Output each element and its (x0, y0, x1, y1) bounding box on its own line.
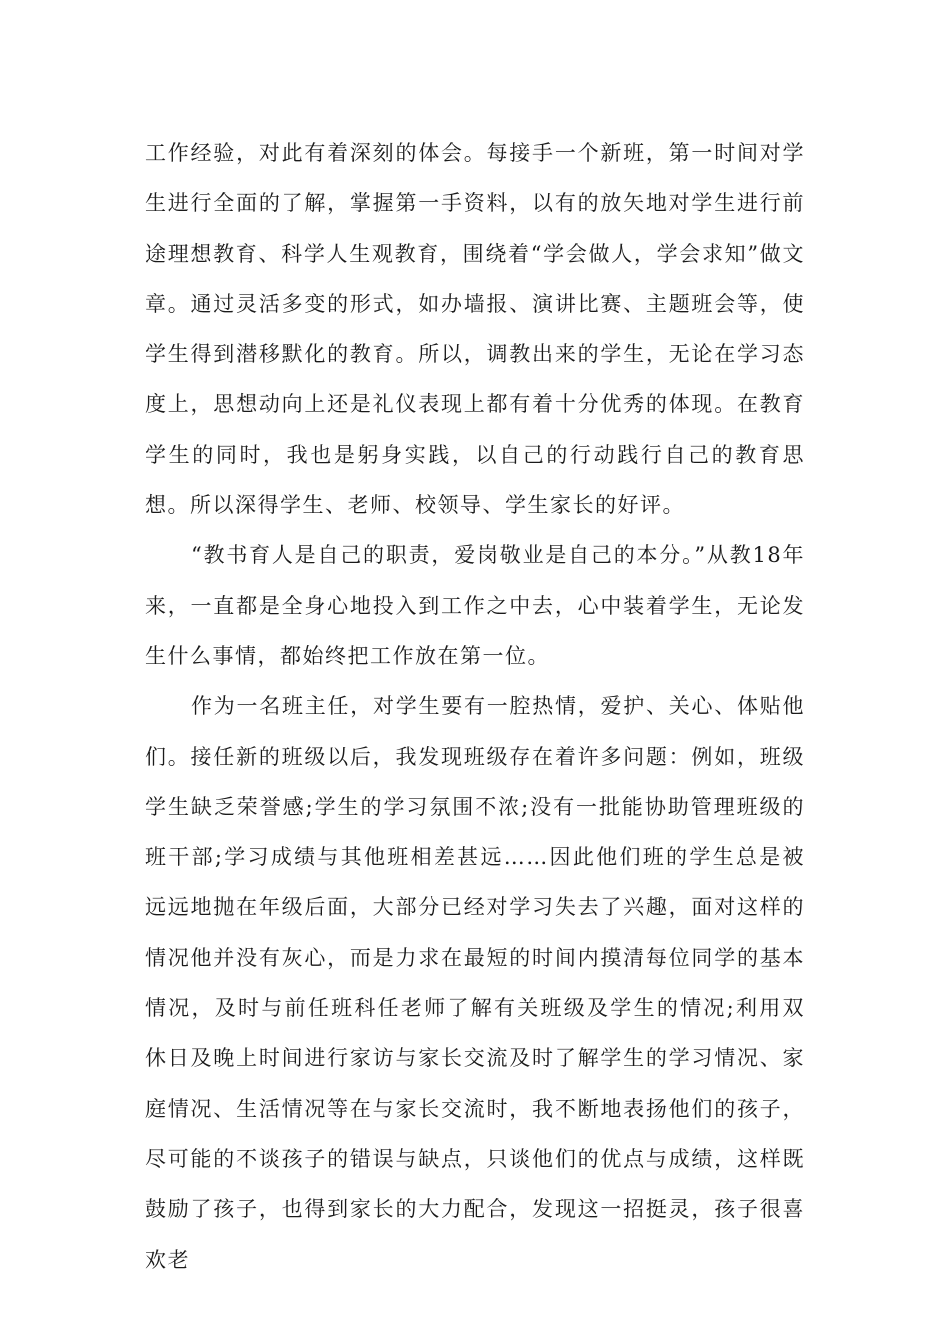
document-page (145, 128, 805, 1285)
paragraph-2: “教书育人是自己的职责，爱岗敬业是自己的本分。”从教18年来，一直都是全身心地投入到工作之中去，心中装着学生，无论发生什么事情，都始终把工作放在第一位。 (145, 543, 805, 668)
paragraph-3: 作为一名班主任，对学生要有一腔热情，爱护、关心、体贴他们。接任新的班级以后，我发现班级存在着许多问题：例如，班级学生缺乏荣誉感;学生的学习氛围不浓;没有一批能协助管理班级的班干部;学习成绩与其他班相差甚远……因此他们班的学生总是被远远地抛在年级后面，大部分已经对学习失去了兴趣，面对这样的情况他并没有灰心，而是力求在最短的时间内摸清每位同学的基本情况，及时与前任班科任老师了解有关班级及学生的情况;利用双休日及晚上时间进行家访与家长交流及时了解学生的学习情况、家庭情况、生活情况等在与家长交流时，我不断地表扬他们的孩子，尽可能的不谈孩子的错误与缺点，只谈他们的优点与成绩，这样既鼓励了孩子，也得到家长的大力配合，发现这一招挺灵，孩子很喜欢老 (145, 694, 805, 1272)
paragraph-1: 工作经验，对此有着深刻的体会。每接手一个新班，第一时间对学生进行全面的了解，掌握第一手资料，以有的放矢地对学生进行前途理想教育、科学人生观教育，围绕着“学会做人，学会求知”做文章。通过灵活多变的形式，如办墙报、演讲比赛、主题班会等，使学生得到潜移默化的教育。所以，调教出来的学生，无论在学习态度上，思想动向上还是礼仪表现上都有着十分优秀的体现。在教育学生的同时，我也是躬身实践，以自己的行动践行自己的教育思想。所以深得学生、老师、校领导、学生家长的好评。 (145, 141, 805, 518)
